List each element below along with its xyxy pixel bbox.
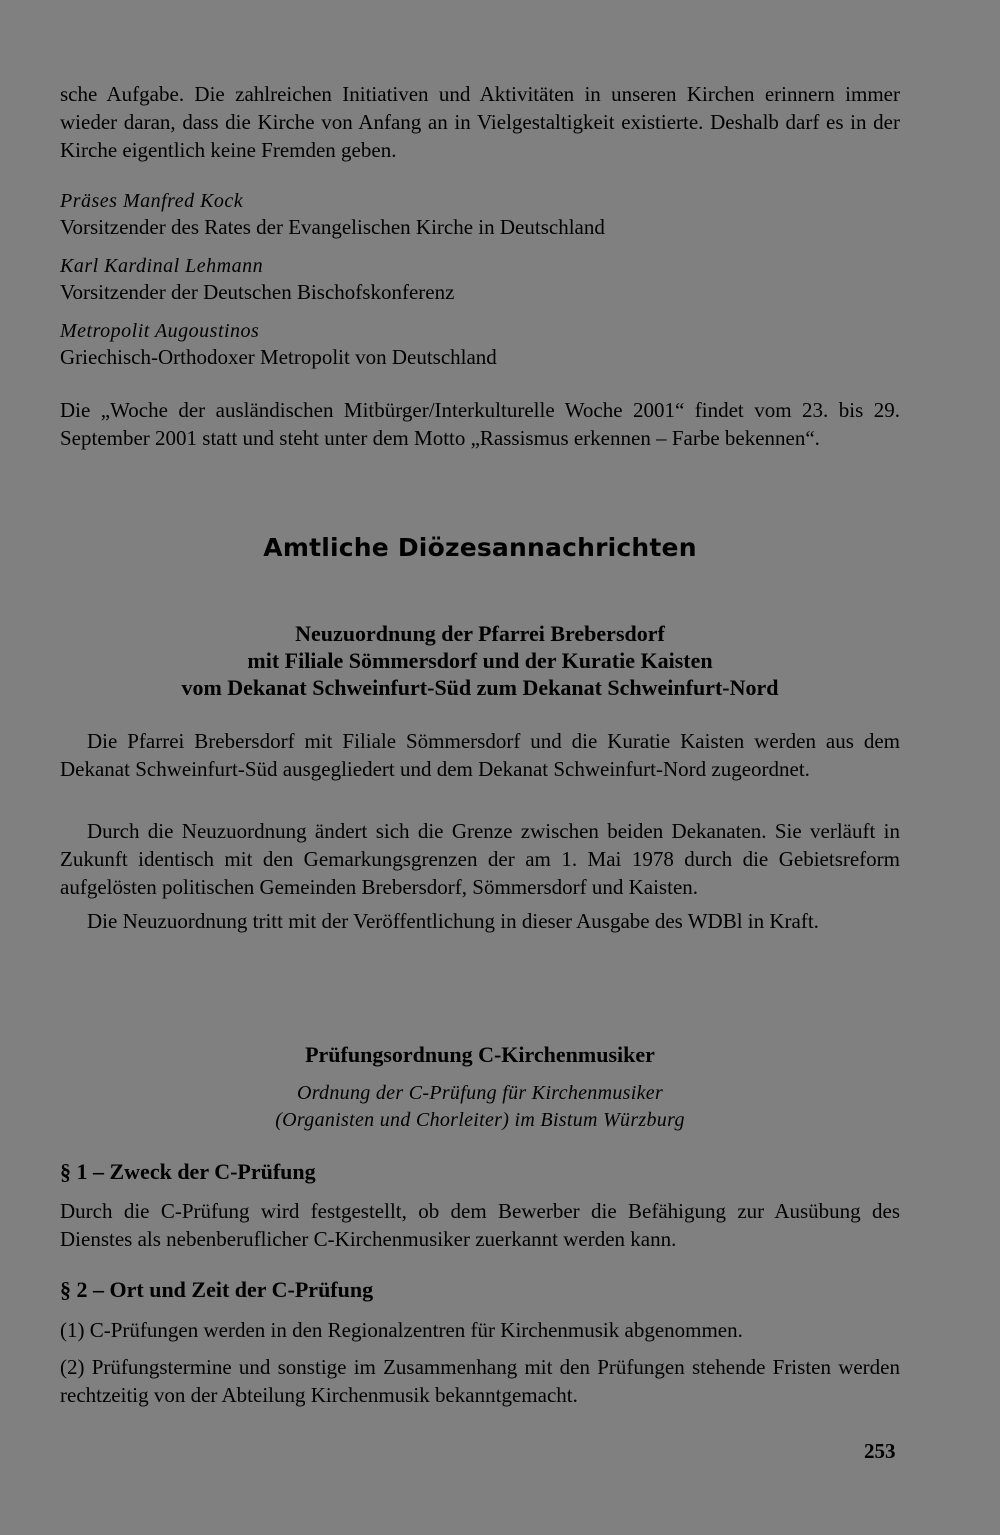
section-title: Amtliche Diözesannachrichten <box>263 533 697 562</box>
article1-body <box>60 817 900 901</box>
section-heading: § 2 – Ort und Zeit der C-Prüfung <box>60 1277 374 1302</box>
section-2-body <box>60 1316 900 1344</box>
signature-block-1 <box>60 188 900 241</box>
article1-title-line: Neuzuordnung der Pfarrei Brebersdorf <box>295 621 665 646</box>
section-paragraph: Durch die C-Prüfung wird festgestellt, ob dem Bewerber die Befähigung zur Ausübung des Dienstes als nebenberuflicher C-Kirchenmusiker zuerkannt werden kann. <box>60 1199 900 1251</box>
article1-paragraph: Die Neuzuordnung tritt mit der Veröffentlichung in dieser Ausgabe des WDBl in Kraft. <box>87 909 819 933</box>
article1-title-line: mit Filiale Sömmersdorf und der Kuratie Kaisten <box>247 648 713 673</box>
section-1-body <box>60 1197 900 1253</box>
signatory-name: Präses Manfred Kock <box>60 190 244 212</box>
article2-title: Prüfungsordnung C-Kirchenmusiker <box>305 1042 655 1067</box>
closing-note-block <box>60 396 900 452</box>
section-paragraph: (2) Prüfungstermine und sonstige im Zusammenhang mit den Prüfungen stehende Fristen werden rechtzeitig von der Abteilung Kirchenmusik bekanntgemacht. <box>60 1355 900 1407</box>
signature-block-2 <box>60 253 900 306</box>
article1-body <box>60 907 900 935</box>
closing-note: Die „Woche der ausländischen Mitbürger/Interkulturelle Woche 2001“ findet vom 23. bis 29. September 2001 statt und steht unter dem Motto „Rassismus erkennen – Farbe bekennen“. <box>60 398 900 450</box>
section-2 <box>60 1276 900 1304</box>
article2-subtitle-line: Ordnung der C-Prüfung für Kirchenmusiker <box>296 1082 664 1104</box>
signatory-role: Griechisch-Orthodoxer Metropolit von Deutschland <box>60 345 497 369</box>
article1-paragraph: Die Pfarrei Brebersdorf mit Filiale Sömmersdorf und die Kuratie Kaisten werden aus dem Dekanat Schweinfurt-Süd ausgegliedert und dem Dekanat Schweinfurt-Nord zugeordnet. <box>60 729 900 781</box>
signature-block-3 <box>60 318 900 371</box>
article1-title <box>60 620 900 701</box>
signatory-role: Vorsitzender der Deutschen Bischofskonferenz <box>60 280 455 304</box>
signatory-role: Vorsitzender des Rates der Evangelischen Kirche in Deutschland <box>60 215 605 239</box>
signatory-name: Metropolit Augoustinos <box>60 320 260 342</box>
section-title-block <box>60 533 900 562</box>
section-2-body <box>60 1353 900 1409</box>
section-heading: § 1 – Zweck der C-Prüfung <box>60 1159 316 1184</box>
article2-subtitle-line: (Organisten und Chorleiter) im Bistum Würzburg <box>275 1109 685 1131</box>
article1-title-line: vom Dekanat Schweinfurt-Süd zum Dekanat Schweinfurt-Nord <box>181 675 779 700</box>
article1-body <box>60 727 900 783</box>
section-1 <box>60 1158 900 1186</box>
article2-subtitle <box>60 1080 900 1134</box>
article1-paragraph: Durch die Neuzuordnung ändert sich die Grenze zwischen beiden Dekanaten. Sie verläuft in Zukunft identisch mit den Gemarkungsgrenzen der am 1. Mai 1978 durch die Gebietsreform aufgelösten politischen Gemeinden Brebersdorf, Sömmersdorf und Kaisten. <box>60 819 900 899</box>
intro-block <box>60 80 900 164</box>
signatory-name: Karl Kardinal Lehmann <box>60 255 264 277</box>
page-number: 253 <box>864 1439 896 1463</box>
intro-paragraph: sche Aufgabe. Die zahlreichen Initiativen und Aktivitäten in unseren Kirchen erinnern immer wieder daran, dass die Kirche von Anfang an in Vielgestaltigkeit existierte. Deshalb darf es in der Kirche eigentlich keine Fremden geben. <box>60 82 900 162</box>
article2-header <box>60 1041 900 1068</box>
section-paragraph: (1) C-Prüfungen werden in den Regionalzentren für Kirchenmusik abgenommen. <box>60 1318 743 1342</box>
